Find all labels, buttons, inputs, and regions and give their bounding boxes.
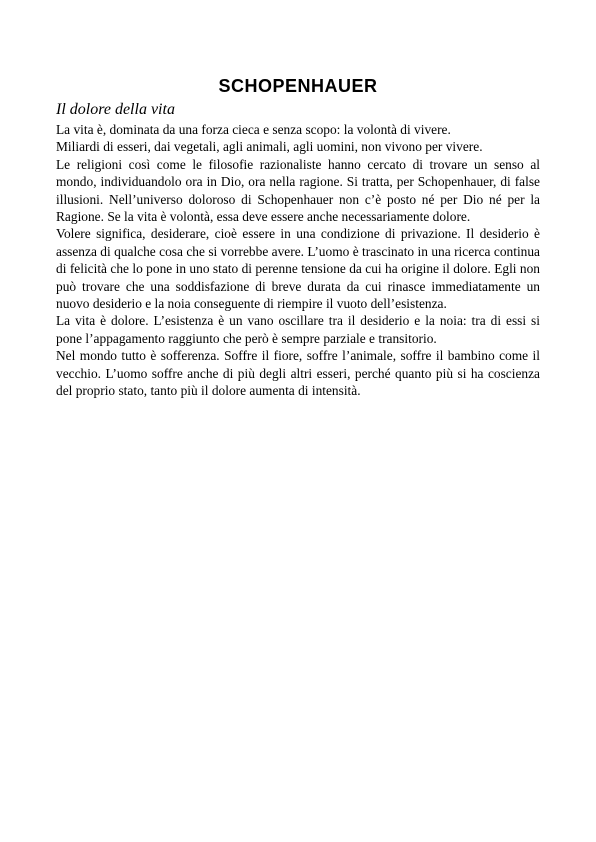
paragraph: La vita è, dominata da una forza cieca e senza scopo: la volontà di vivere. [56,122,451,137]
document-subtitle: Il dolore della vita [56,101,175,118]
paragraph: Volere significa, desiderare, cioè essere in una condizione di privazione. Il desiderio è assenza di qualche cosa che si vorrebbe avere. L’uomo è trascinato in una ricerca continua di felicità che lo pone in uno stato di perenne tensione da cui ha origine il dolore. Egli non può trovare che una soddisfazione di breve durata da cui rinasce immediatamente un nuovo desiderio e la noia conseguente di riempire il vuoto dell’esistenza. [56,226,540,312]
paragraph: Nel mondo tutto è sofferenza. Soffre il fiore, soffre l’animale, soffre il bambino come il vecchio. L’uomo soffre anche di più degli altri esseri, perché quanto più si ha coscienza del proprio stato, tanto più il dolore aumenta di intensità. [56,348,540,399]
paragraph: La vita è dolore. L’esistenza è un vano oscillare tra il desiderio e la noia: tra di essi si pone l’appagamento raggiunto che però è sempre parziale e transitorio. [56,313,540,346]
paragraph: Miliardi di esseri, dai vegetali, agli animali, agli uomini, non vivono per vivere. [56,139,483,155]
document-page [56,74,540,400]
document-body [56,121,540,400]
document-title: SCHOPENHAUER [218,76,378,96]
paragraph: Le religioni così come le filosofie razionaliste hanno cercato di trovare un senso al mondo, individuandolo ora in Dio, ora nella ragione. Si tratta, per Schopenhauer, di false illusioni. Nell’universo doloroso di Schopenhauer non c’è posto né per Dio né per la Ragione. Se la vita è volontà, essa deve essere anche necessariamente dolore. [56,156,540,225]
